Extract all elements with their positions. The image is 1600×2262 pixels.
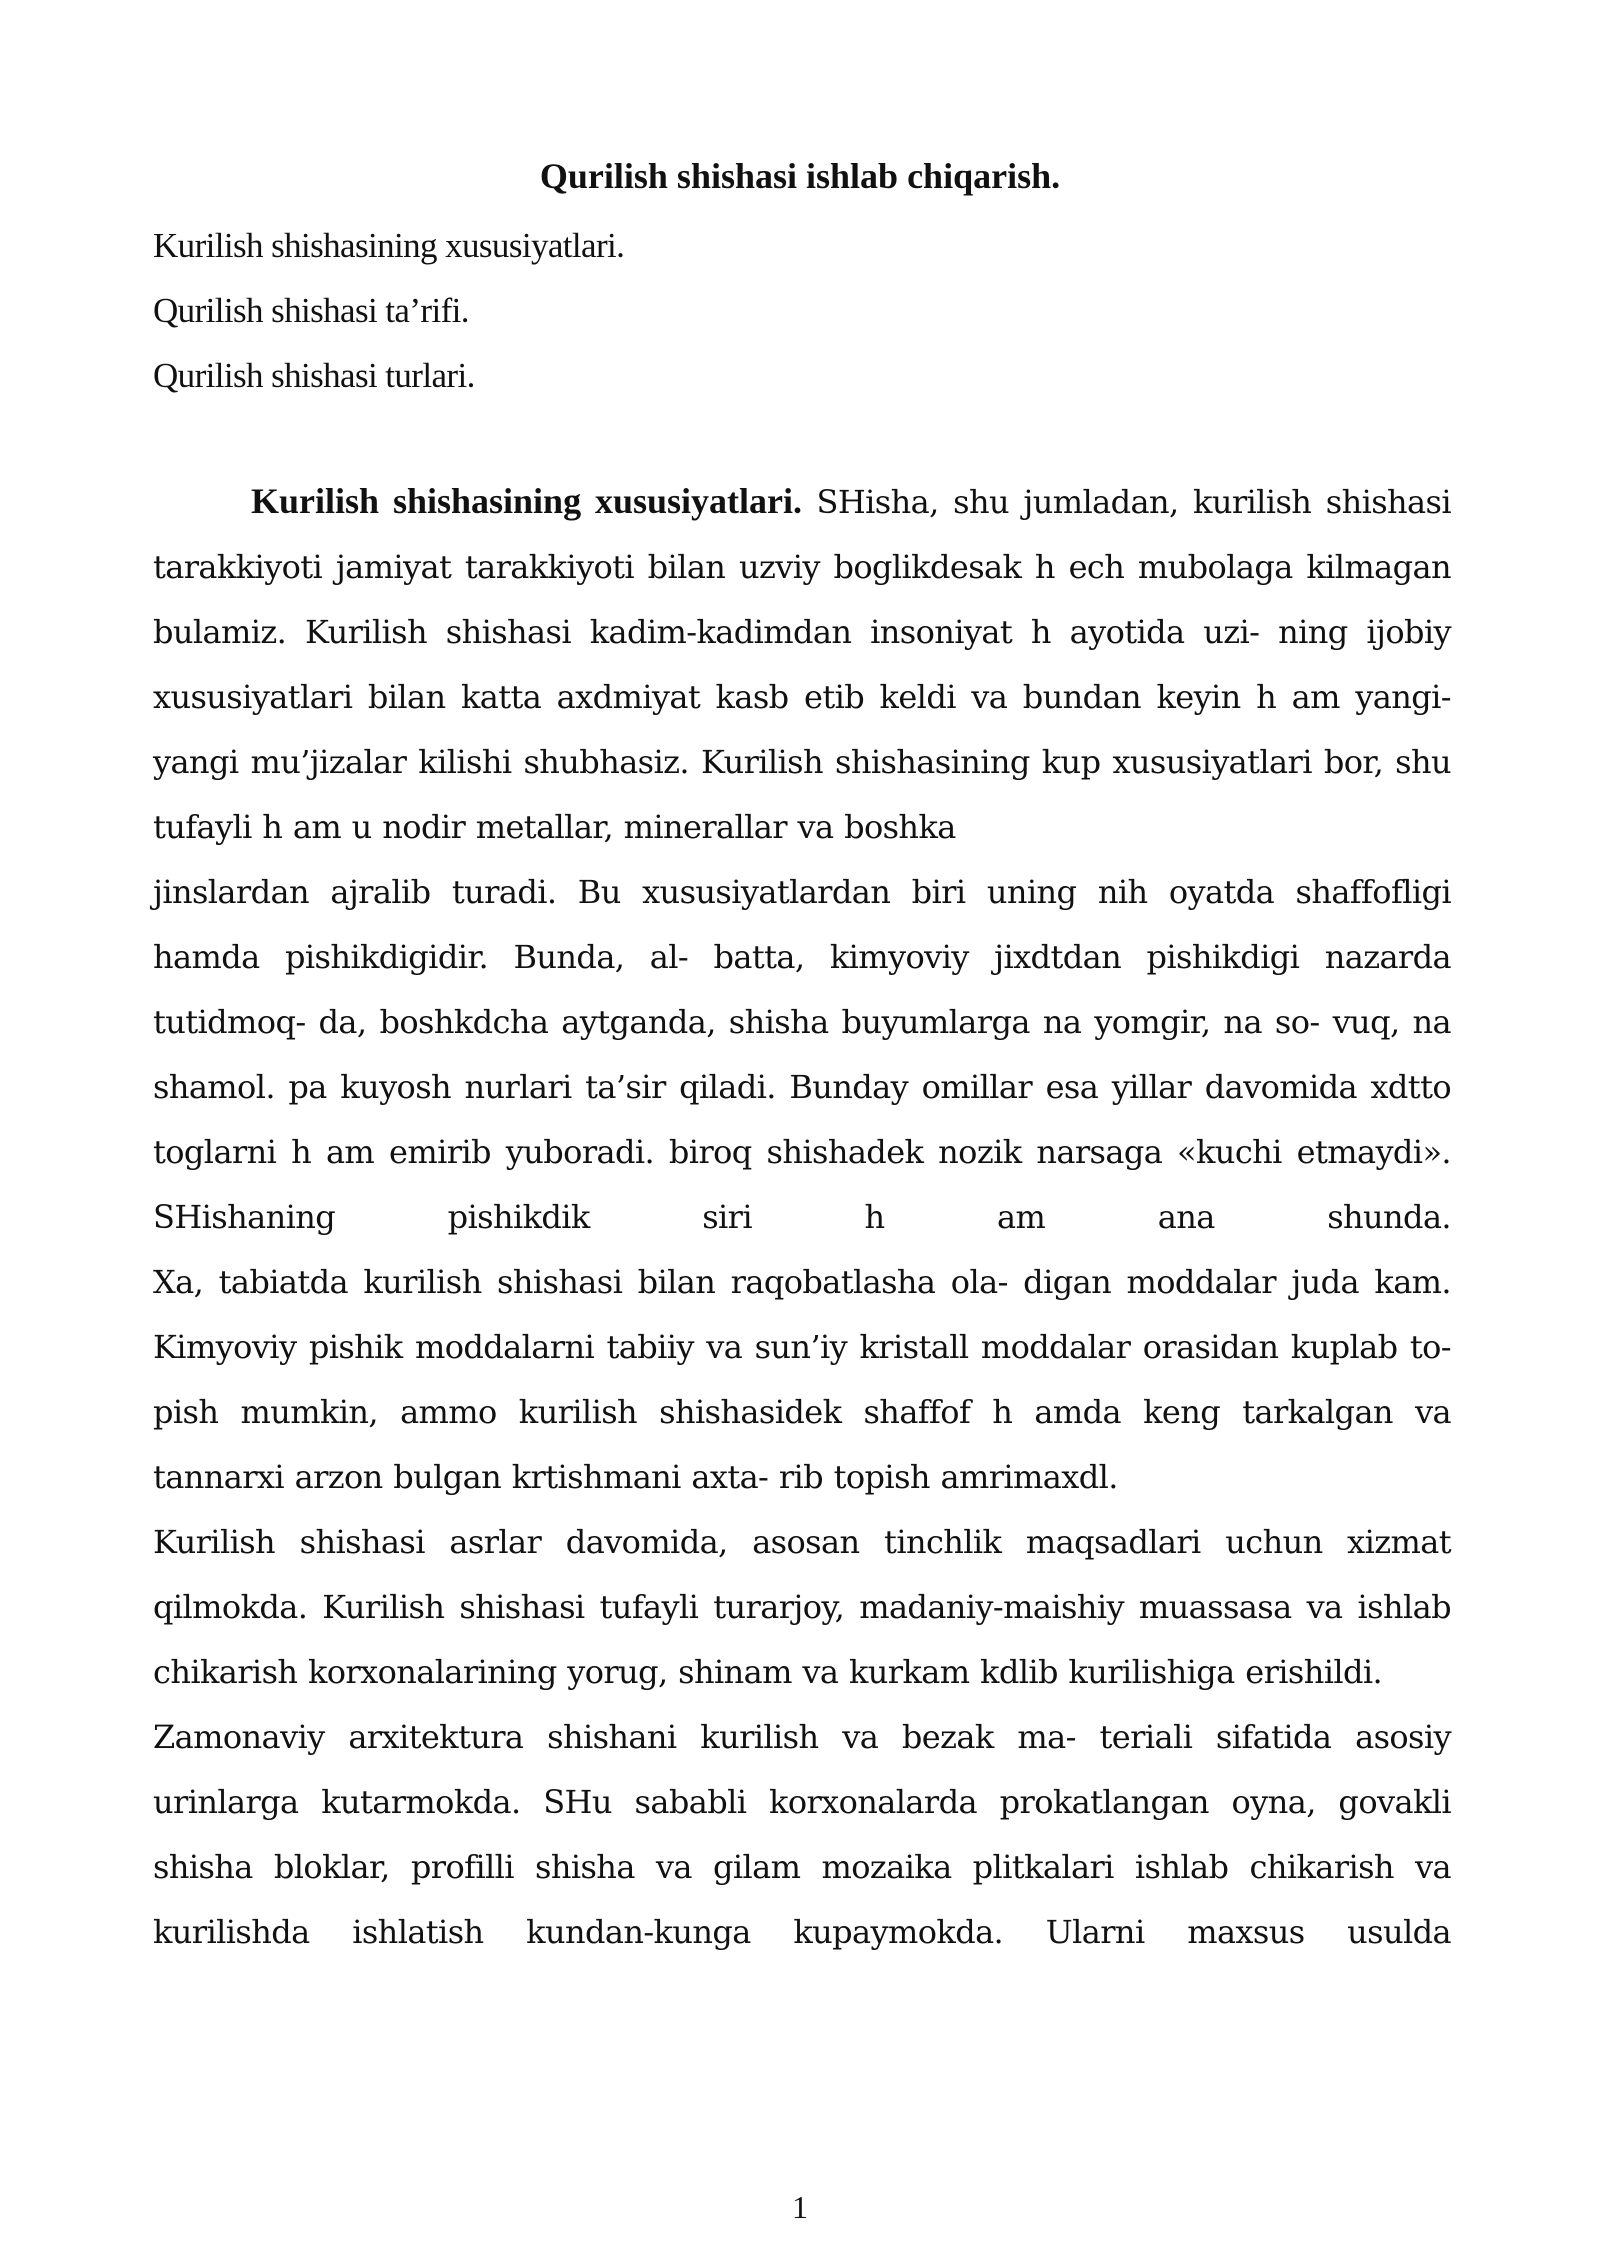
body-paragraph: Xa, tabiatda kurilish shishasi bilan raqobatlasha ola- digan moddalar juda kam. Kimyoviy pishik moddalarni tabiiy va sun’iy kristall moddalar orasidan kuplab to- pish mumkin, ammo kurilish shishasidek shaffof h amda keng tarkalgan va tannarxi arzon bulgan krtishmani axta- rib topish amrimaxdl.: [153, 1263, 1451, 1496]
document-body: [153, 469, 1451, 1965]
outline-item: Qurilish shishasi ta’rifi.: [153, 291, 469, 330]
topic-outline: [153, 213, 624, 408]
paragraph-lead-heading: Kurilish shishasining xususiyatlari.: [251, 481, 803, 521]
paragraph-text: SHisha, shu jumladan, kurilish shishasi tarakkiyoti jamiyat tarakkiyoti bilan uzviy boglikdesak h ech mubolaga kilmagan bulamiz. Kurilish shishasi kadim-kadimdan insoniyat h ayotida uzi- ning ijobiy xususiyatlari bilan katta axdmiyat kasb etib keldi va bundan keyin h am yangi-yangi mu’jizalar kilishi shubhasiz. Kurilish shishasining kup xususiyatlari bor, shu tufayli h am u nodir metallar, minerallar va boshka: [153, 483, 1451, 846]
outline-item: Qurilish shishasi turlari.: [153, 356, 475, 395]
body-paragraph: [153, 469, 1451, 860]
body-paragraph: Kurilish shishasi asrlar davomida, asosan tinchlik maqsadlari uchun xizmat qilmokda. Kurilish shishasi tufayli turarjoy, madaniy-maishiy muassasa va ishlab chikarish korxonalarining yorug, shinam va kurkam kdlib kurilishiga erishildi.: [153, 1523, 1451, 1691]
body-paragraph: jinslardan ajralib turadi. Bu xususiyatlardan biri uning nih oyatda shaffofligi hamda pishikdigidir. Bunda, al- batta, kimyoviy jixdtdan pishikdigi nazarda tutidmoq- da, boshkdcha aytganda, shisha buyumlarga na yomgir, na so- vuq, na shamol. pa kuyosh nurlari ta’sir qiladi. Bunday omillar esa yillar davomida xdtto toglarni h am emirib yuboradi. biroq shishadek nozik narsaga «kuchi etmaydi». SHishaning pishikdik siri h am ana shunda.: [153, 873, 1451, 1236]
page-number: 1: [792, 2189, 808, 2225]
document-title: Qurilish shishasi ishlab chiqarish.: [539, 156, 1061, 196]
body-paragraph: Zamonaviy arxitektura shishani kurilish va bezak ma- teriali sifatida asosiy urinlarga kutarmokda. SHu sababli korxonalarda prokatlangan oyna, govakli shisha bloklar, profilli shisha va gilam mozaika plitkalari ishlab chikarish va kurilishda ishlatish kundan-kunga kupaymokda. Ularni maxsus usulda: [153, 1718, 1451, 1951]
outline-item: Kurilish shishasining xususiyatlari.: [153, 226, 625, 265]
